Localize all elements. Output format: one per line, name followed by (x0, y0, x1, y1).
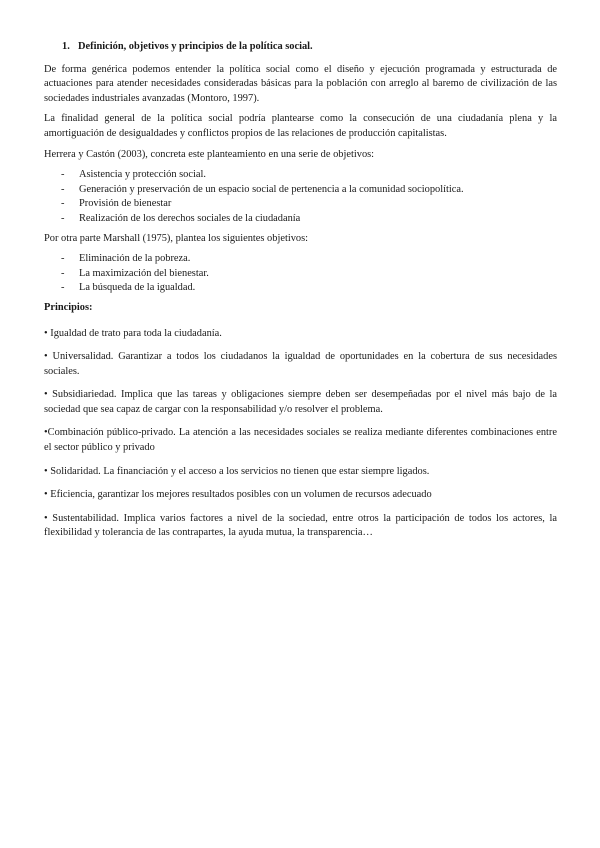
section-heading (62, 40, 557, 55)
list-item (44, 168, 557, 183)
principle-solidarity: • Solidaridad. La financiación y el acceso a los servicios no tienen que estar siempre ligados. (44, 465, 430, 477)
list-dash: - (61, 169, 65, 181)
paragraph-herrera-intro: Herrera y Castón (2003), concreta este planteamiento en una serie de objetivos: (44, 148, 375, 160)
document-page (44, 40, 557, 550)
list-item (44, 183, 557, 198)
list-item-text: Generación y preservación de un espacio social de pertenencia a la comunidad sociopolítica. (79, 183, 464, 195)
list-dash: - (61, 282, 65, 294)
marshall-objectives-list (44, 252, 557, 296)
paragraph-marshall-intro: Por otra parte Marshall (1975), plantea los siguientes objetivos: (44, 232, 309, 244)
herrera-objectives-list (44, 168, 557, 226)
list-dash: - (61, 253, 65, 265)
paragraph-definition: De forma genérica podemos entender la política social como el diseño y ejecución programada y estructurada de actuaciones para atender necesidades consideradas básicas para la población con arreglo al baremo de civilización de las sociedades industriales avanzadas (Montoro, 1997). (44, 63, 557, 104)
list-dash: - (61, 212, 65, 224)
principle-universality: • Universalidad. Garantizar a todos los ciudadanos la igualdad de oportunidades en la cobertura de sus necesidades sociales. (44, 351, 557, 377)
list-item-text: La maximización del bienestar. (79, 267, 209, 279)
list-item (44, 267, 557, 282)
list-item-text: Eliminación de la pobreza. (79, 253, 191, 265)
list-item (44, 252, 557, 267)
paragraph-purpose: La finalidad general de la política social podría plantearse como la consecución de una ciudadanía plena y la amortiguación de desigualdades y conflictos propios de las relaciones de producción capitalistas. (44, 113, 557, 139)
list-dash: - (61, 267, 65, 279)
principle-subsidiarity: • Subsidiariedad. Implica que las tareas y obligaciones siempre deben ser desempeñadas por el nivel más bajo de la sociedad que sea capaz de cargar con la responsabilidad y/o resolver el problema. (44, 389, 557, 415)
principle-efficiency: • Eficiencia, garantizar los mejores resultados posibles con un volumen de recursos adecuado (44, 489, 432, 501)
principle-sustainability: • Sustentabilidad. Implica varios factores a nivel de la sociedad, entre otros la participación de todos los actores, la flexibilidad y tolerancia de las contrapartes, la ayuda mutua, la transparencia… (44, 512, 557, 539)
list-item (44, 197, 557, 212)
list-dash: - (61, 198, 65, 210)
principle-equality: • Igualdad de trato para toda la ciudadanía. (44, 327, 222, 339)
list-item-text: Provisión de bienestar (79, 198, 172, 210)
list-dash: - (61, 183, 65, 195)
list-item-text: Realización de los derechos sociales de la ciudadanía (79, 212, 301, 224)
list-item-text: Asistencia y protección social. (79, 169, 206, 181)
section-number: 1. (62, 41, 70, 52)
list-item (44, 281, 557, 296)
principles-heading: Principios: (44, 301, 93, 313)
section-title: Definición, objetivos y principios de la política social. (78, 41, 313, 52)
list-item-text: La búsqueda de la igualdad. (79, 282, 196, 294)
list-item (44, 212, 557, 227)
principle-public-private: •Combinación público-privado. La atención a las necesidades sociales se realiza mediante diferentes combinaciones entre el sector público y privado (44, 427, 557, 454)
